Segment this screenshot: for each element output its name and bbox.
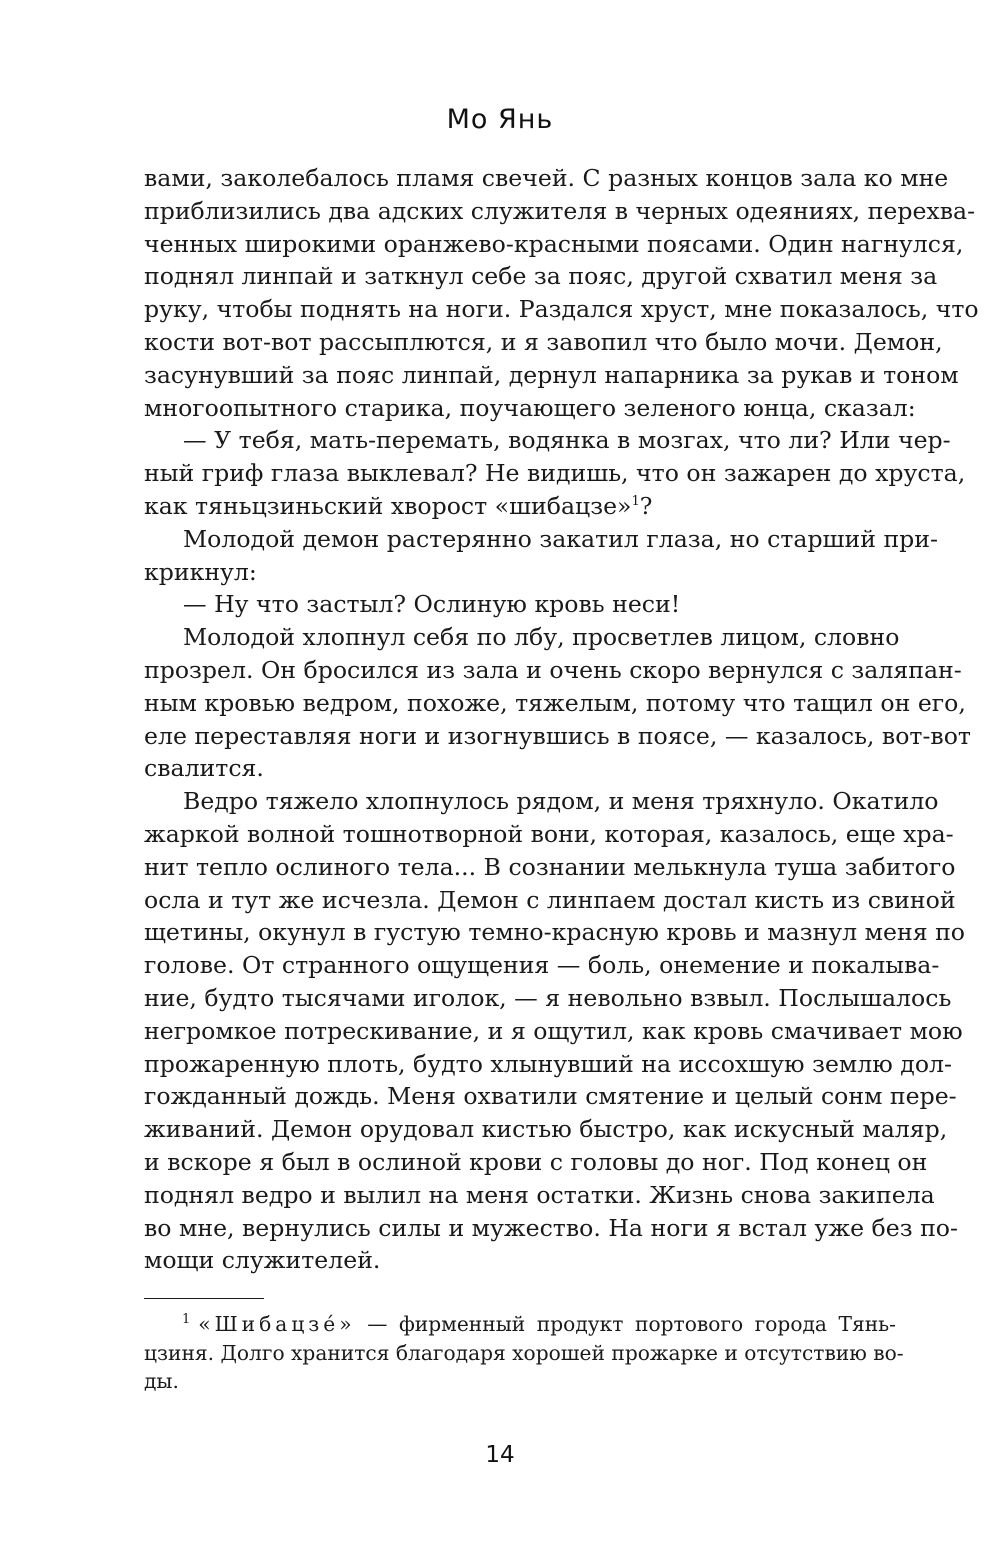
footnote-line: цзиня. Долго хранится благодаря хорошей прожарке и отсутствию во- [144, 1340, 904, 1365]
text-line: свалится. [144, 754, 264, 783]
text-line: гожданный дождь. Меня охватили смятение и целый сонм пере- [144, 1082, 957, 1111]
footnote-reference: 1 [631, 494, 640, 510]
text-line: — Ну что застыл? Ослиную кровь неси! [183, 590, 681, 619]
text-line: вами, заколебалось пламя свечей. С разных концов зала ко мне [144, 164, 949, 192]
text-span: как тяньцзиньский хворост «шибацзе» [144, 491, 632, 520]
text-line: и вскоре я был в ослиной крови с головы до ног. Под конец он [144, 1147, 928, 1176]
text-line: нит тепло ослиного тела... В сознании мелькнула туша забитого [144, 852, 956, 881]
text-line: осла и тут же исчезла. Демон с линпаем достал кисть из свиной [144, 885, 956, 914]
footnote-divider [144, 1298, 264, 1299]
paragraph-5 [144, 621, 971, 785]
footnote-line: ды. [144, 1369, 179, 1394]
text-line: ченных широкими оранжево-красными поясами. Один нагнулся, [144, 229, 964, 258]
text-line: мощи служителей. [144, 1246, 381, 1275]
text-line: жаркой волной тошнотворной вони, которая, казалось, еще хра- [144, 819, 954, 848]
footnote-text: — фирменный продукт портового города Тянь- [367, 1312, 896, 1336]
text-line: ным кровью ведром, похоже, тяжелым, потому что тащил он его, [144, 688, 966, 717]
text-line: щетины, окунул в густую темно-красную кровь и мазнул меня по [144, 918, 966, 947]
text-line: поднял ведро и вылил на меня остатки. Жизнь снова закипела [144, 1180, 935, 1209]
text-span: ? [639, 491, 653, 520]
text-line: во мне, вернулись силы и мужество. На ноги я встал уже без по- [144, 1213, 958, 1242]
text-line [144, 490, 896, 523]
paragraph-6 [144, 785, 966, 1277]
text-line: ние, будто тысячами иголок, — я невольно взвыл. Послышалось [144, 983, 952, 1012]
paragraph-4 [144, 588, 896, 621]
text-line: крикнул: [144, 557, 257, 586]
text-line: многоопытного старика, поучающего зеленого юнца, сказал: [144, 393, 916, 422]
running-head: Мо Янь [446, 104, 554, 135]
text-line: руку, чтобы поднять на ноги. Раздался хруст, мне показалось, что [144, 295, 979, 324]
text-line: голове. От странного ощущения — боль, онемение и покалыва- [144, 951, 940, 980]
footnote [144, 1310, 904, 1396]
text-line: поднял линпай и заткнул себе за пояс, другой схватил меня за [144, 262, 938, 291]
footnote-term: «Шибацзе́» [198, 1312, 356, 1336]
paragraph-1 [144, 162, 979, 424]
paragraph-3 [144, 523, 938, 589]
text-line: Молодой демон растерянно закатил глаза, но старший при- [183, 524, 938, 553]
footnote-number: 1 [182, 1312, 191, 1328]
text-line: прозрел. Он бросился из зала и очень скоро вернулся с заляпан- [144, 655, 962, 684]
footnote-line [144, 1310, 896, 1339]
body-text [144, 162, 979, 1277]
text-line: Молодой хлопнул себя по лбу, просветлев лицом, словно [183, 623, 900, 652]
text-line: еле переставляя ноги и изогнувшись в поясе, — казалось, вот-вот [144, 721, 971, 750]
text-line: засунувший за пояс линпай, дернул напарника за рукав и тоном [144, 360, 959, 389]
paragraph-2 [144, 424, 966, 522]
text-line: Ведро тяжело хлопнулось рядом, и меня тряхнуло. Окатило [183, 787, 939, 816]
text-line: прожаренную плоть, будто хлынувший на иссохшую землю дол- [144, 1049, 952, 1078]
text-line: живаний. Демон орудовал кистью быстро, как искусный маляр, [144, 1115, 948, 1144]
text-line: ный гриф глаза выклевал? Не видишь, что он зажарен до хруста, [144, 459, 966, 488]
text-line: негромкое потрескивание, и я ощутил, как кровь смачивает мою [144, 1016, 963, 1045]
text-line: — У тебя, мать-перемать, водянка в мозгах, что ли? Или чер- [183, 426, 951, 455]
page-number: 14 [485, 1442, 515, 1468]
text-line: кости вот-вот рассыплются, и я завопил что было мочи. Демон, [144, 327, 943, 356]
text-line: приблизились два адских служителя в черных одеяниях, перехва- [144, 196, 976, 225]
